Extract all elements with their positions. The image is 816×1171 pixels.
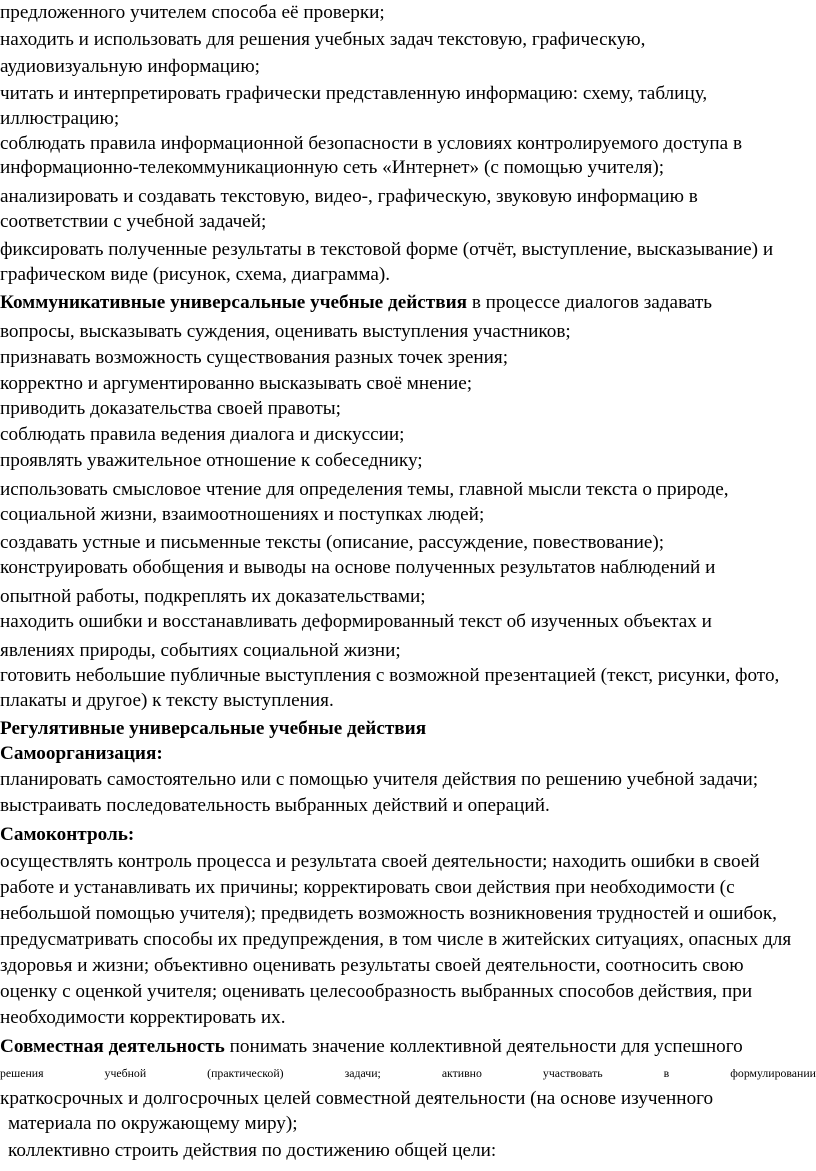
text-line: предусматривать способы их предупреждения, в том числе в житейских ситуациях, опасных для xyxy=(0,929,792,950)
text-line: графическом виде (рисунок, схема, диаграмма). xyxy=(0,264,391,285)
text-line: решения учебной (практической) задачи; активно участвовать в формулировании xyxy=(0,1066,816,1080)
text-line: фиксировать полученные результаты в текстовой форме (отчёт, выступление, высказывание) и xyxy=(0,239,774,260)
text-line: плакаты и другое) к тексту выступления. xyxy=(0,690,334,711)
text-line: соблюдать правила информационной безопасности в условиях контролируемого доступа в xyxy=(0,133,743,154)
text-line: вопросы, высказывать суждения, оценивать выступления участников; xyxy=(0,321,571,342)
text-line: осуществлять контроль процесса и результата своей деятельности; находить ошибки в своей xyxy=(0,851,760,872)
text-line: аудиовизуальную информацию; xyxy=(0,56,260,77)
text-line: планировать самостоятельно или с помощью учителя действия по решению учебной задачи; xyxy=(0,769,759,790)
text-line: конструировать обобщения и выводы на основе полученных результатов наблюдений и xyxy=(0,557,716,578)
text-line: готовить небольшие публичные выступления с возможной презентацией (текст, рисунки, фото, xyxy=(0,665,780,686)
text-line: необходимости корректировать их. xyxy=(0,1007,286,1028)
text-line: иллюстрацию; xyxy=(0,108,120,129)
text-line: материала по окружающему миру); xyxy=(8,1113,298,1134)
text-line: предложенного учителем способа её проверки; xyxy=(0,2,385,23)
subheading-self-control: Самоконтроль: xyxy=(0,824,135,845)
text-line: соответствии с учебной задачей; xyxy=(0,211,267,232)
text-line: выстраивать последовательность выбранных действий и операций. xyxy=(0,795,550,816)
text-line: краткосрочных и долгосрочных целей совместной деятельности (на основе изученного xyxy=(0,1088,714,1109)
subheading-self-organization: Самоорганизация: xyxy=(0,743,163,764)
text-line: соблюдать правила ведения диалога и дискуссии; xyxy=(0,424,405,445)
text-line: опытной работы, подкреплять их доказательствами; xyxy=(0,586,426,607)
text-line: здоровья и жизни; объективно оценивать результаты своей деятельности, соотносить свою xyxy=(0,955,744,976)
text-line: проявлять уважительное отношение к собеседнику; xyxy=(0,450,423,471)
text-line: явлениях природы, событиях социальной жизни; xyxy=(0,640,401,661)
text-line: находить ошибки и восстанавливать деформированный текст об изученных объектах и xyxy=(0,611,712,632)
text-line: использовать смысловое чтение для определения темы, главной мысли текста о природе, xyxy=(0,479,729,500)
text-line: оценку с оценкой учителя; оценивать целесообразность выбранных способов действия, при xyxy=(0,981,753,1002)
text-line: небольшой помощью учителя); предвидеть возможность возникновения трудностей и ошибок, xyxy=(0,903,777,924)
text-line: приводить доказательства своей правоты; xyxy=(0,398,341,419)
section-heading-communicative: Коммуникативные универсальные учебные действия в процессе диалогов задавать xyxy=(0,292,713,313)
text-line: информационно-телекоммуникационную сеть «Интернет» (с помощью учителя); xyxy=(0,157,665,178)
text-line: находить и использовать для решения учебных задач текстовую, графическую, xyxy=(0,29,646,50)
section-heading-joint-activity: Совместная деятельность понимать значение коллективной деятельности для успешного xyxy=(0,1036,743,1057)
text-line: корректно и аргументированно высказывать своё мнение; xyxy=(0,373,473,394)
text-line: работе и устанавливать их причины; корректировать свои действия при необходимости (с xyxy=(0,877,735,898)
text-line: признавать возможность существования разных точек зрения; xyxy=(0,347,509,368)
text-line: читать и интерпретировать графически представленную информацию: схему, таблицу, xyxy=(0,83,708,104)
text-line: создавать устные и письменные тексты (описание, рассуждение, повествование); xyxy=(0,532,665,553)
section-heading-regulatory: Регулятивные универсальные учебные действия xyxy=(0,718,427,739)
text-line: социальной жизни, взаимоотношениях и поступках людей; xyxy=(0,504,485,525)
text-line: коллективно строить действия по достижению общей цели: xyxy=(8,1140,497,1161)
text-line: анализировать и создавать текстовую, видео-, графическую, звуковую информацию в xyxy=(0,186,698,207)
